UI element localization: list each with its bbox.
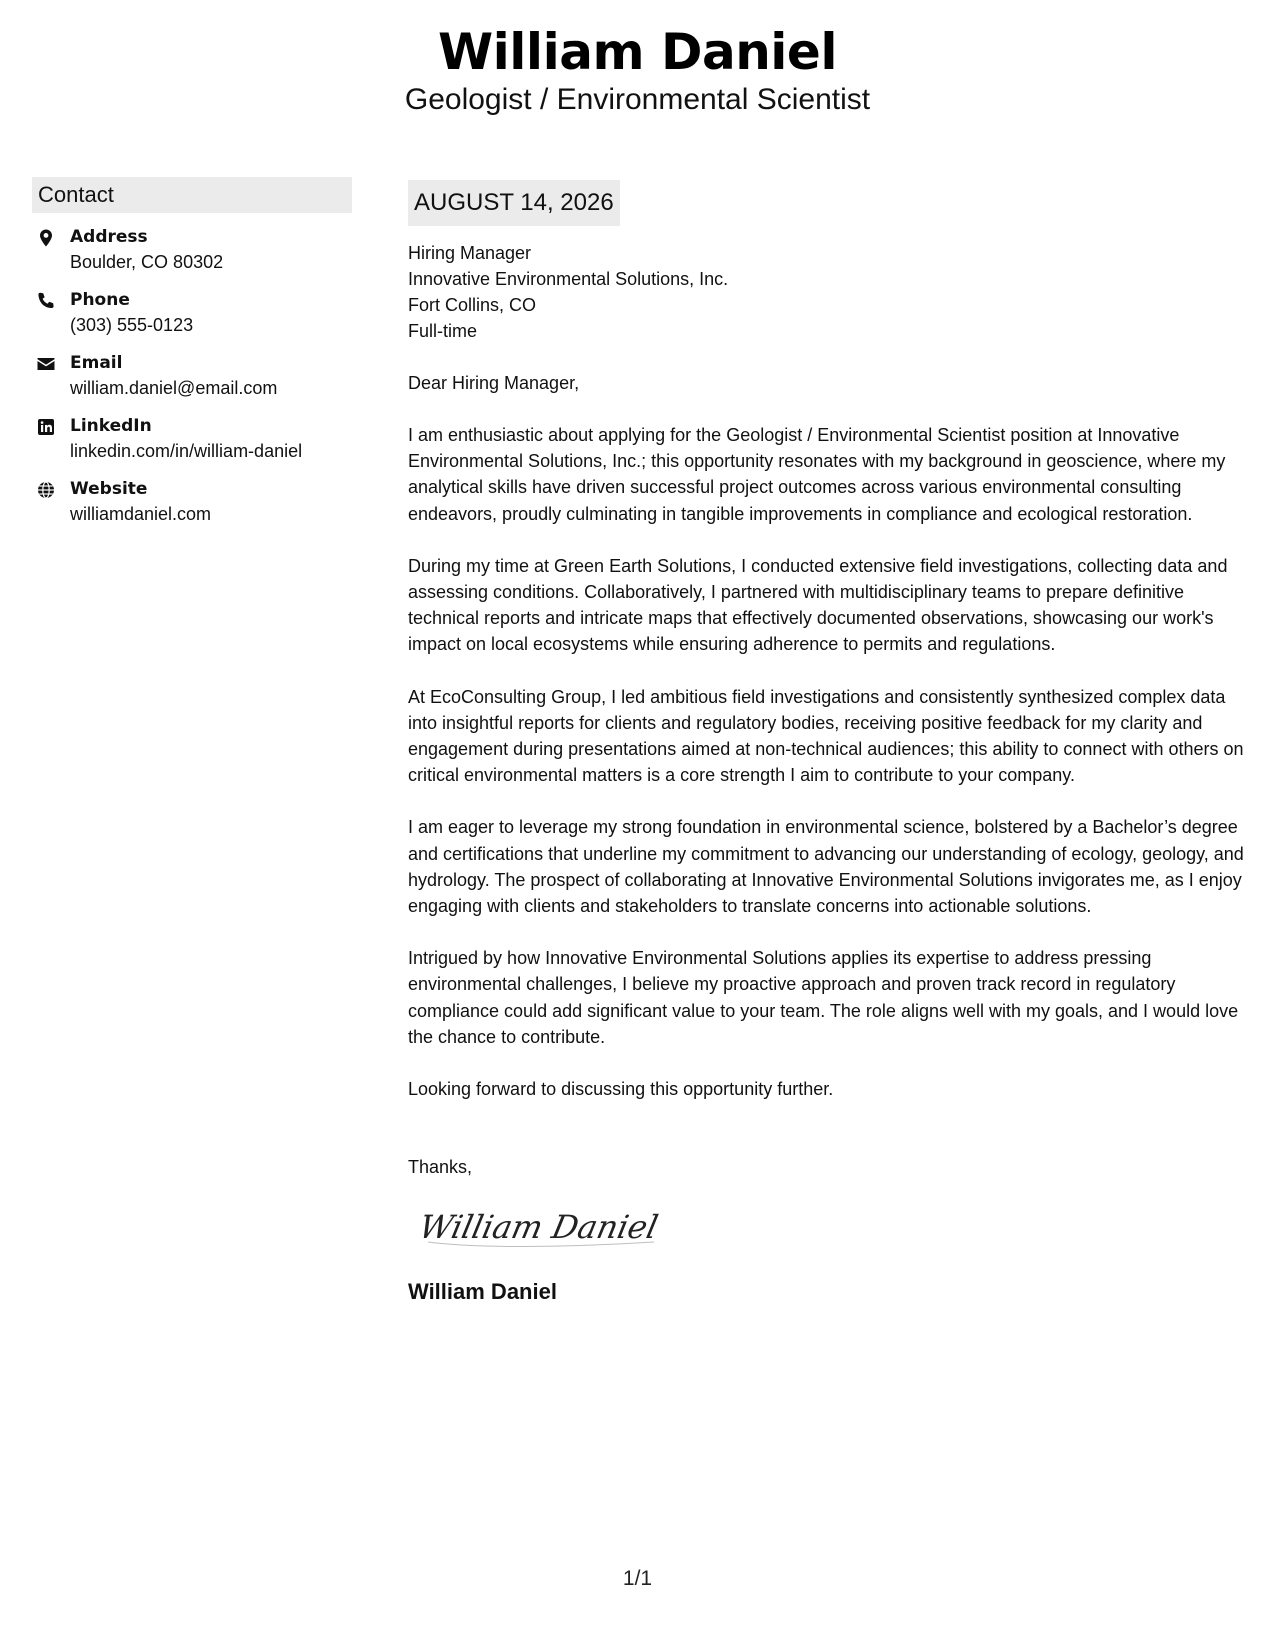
applicant-role: Geologist / Environmental Scientist bbox=[404, 83, 871, 116]
recipient-line: Innovative Environmental Solutions, Inc. bbox=[408, 269, 729, 289]
contact-value[interactable]: williamdaniel.com bbox=[70, 504, 212, 524]
letter-body bbox=[408, 180, 1248, 1306]
letter-paragraph: At EcoConsulting Group, I led ambitious field investigations and consistently synthesized complex data into insightful reports for clients and regulatory bodies, receiving positive feedback for my clarity and engagement during presentations aimed at non-technical audiences; this ability to connect with others on critical environmental matters is a core strength I aim to contribute to your company. bbox=[408, 686, 1244, 786]
signed-name: William Daniel bbox=[408, 1279, 557, 1305]
contact-list bbox=[32, 225, 352, 529]
letter-date: AUGUST 14, 2026 bbox=[408, 180, 620, 226]
recipient-block bbox=[408, 240, 1248, 344]
header bbox=[0, 22, 1275, 118]
recipient-line: Hiring Manager bbox=[408, 243, 532, 263]
letter-paragraph: I am enthusiastic about applying for the Geologist / Environmental Scientist position at Innovative Environmental Solutions, Inc.; this opportunity resonates with my background in geoscience, where my analytical skills have driven successful project outcomes across various environmental consulting endeavors, proudly culminating in tangible improvements in compliance and ecological restoration. bbox=[408, 425, 1226, 524]
contact-value: (303) 555-0123 bbox=[70, 315, 194, 335]
phone-icon bbox=[36, 291, 56, 311]
closing: Thanks, bbox=[408, 1157, 473, 1178]
handwritten-signature bbox=[414, 1198, 674, 1258]
letter-paragraph: I am eager to leverage my strong foundation in environmental science, bolstered by a Bachelor’s degree and certifications that underline my commitment to advancing our understanding of ecology, geology, and hydrology. The prospect of collaborating at Innovative Environmental Solutions invigorates me, as I enjoy engaging with clients and stakeholders to translate concerns into actionable solutions. bbox=[408, 817, 1244, 917]
contact-value: Boulder, CO 80302 bbox=[70, 252, 224, 272]
contact-section-title: Contact bbox=[32, 177, 352, 213]
contact-label: Phone bbox=[70, 290, 130, 310]
applicant-name: William Daniel bbox=[438, 23, 837, 81]
contact-label: Address bbox=[70, 227, 148, 247]
contact-item-linkedin bbox=[32, 414, 352, 466]
envelope-icon bbox=[36, 354, 56, 374]
contact-label: Website bbox=[70, 479, 148, 499]
contact-sidebar bbox=[32, 177, 352, 540]
contact-item-email bbox=[32, 351, 352, 403]
salutation: Dear Hiring Manager, bbox=[408, 373, 580, 393]
page-number: 1/1 bbox=[622, 1567, 653, 1590]
contact-item-phone bbox=[32, 288, 352, 340]
letter-paragraph: Looking forward to discussing this opportunity further. bbox=[408, 1079, 834, 1100]
linkedin-icon bbox=[36, 417, 56, 437]
contact-value[interactable]: william.daniel@email.com bbox=[70, 378, 278, 398]
recipient-line: Fort Collins, CO bbox=[408, 295, 537, 315]
recipient-line: Full-time bbox=[408, 321, 478, 341]
map-pin-icon bbox=[36, 228, 56, 248]
contact-value[interactable]: linkedin.com/in/william-daniel bbox=[70, 441, 303, 461]
contact-item-website bbox=[32, 477, 352, 529]
contact-item-address bbox=[32, 225, 352, 277]
contact-label: Email bbox=[70, 353, 123, 373]
contact-label: LinkedIn bbox=[70, 416, 152, 436]
letter-paragraph: During my time at Green Earth Solutions, I conducted extensive field investigations, collecting data and assessing conditions. Collaboratively, I partnered with multidisciplinary teams to prepare definitive technical reports and intricate maps that effectively documented observations, showcasing our work's impact on local ecosystems while ensuring adherence to permits and regulations. bbox=[408, 555, 1228, 655]
globe-icon bbox=[36, 480, 56, 500]
letter-paragraph: Intrigued by how Innovative Environmental Solutions applies its expertise to address pressing environmental challenges, I believe my proactive approach and proven track record in regulatory compliance could add significant value to your team. The role aligns well with my goals, and I would love the chance to contribute. bbox=[408, 948, 1239, 1047]
signature-image-text: William Daniel bbox=[415, 1208, 662, 1247]
